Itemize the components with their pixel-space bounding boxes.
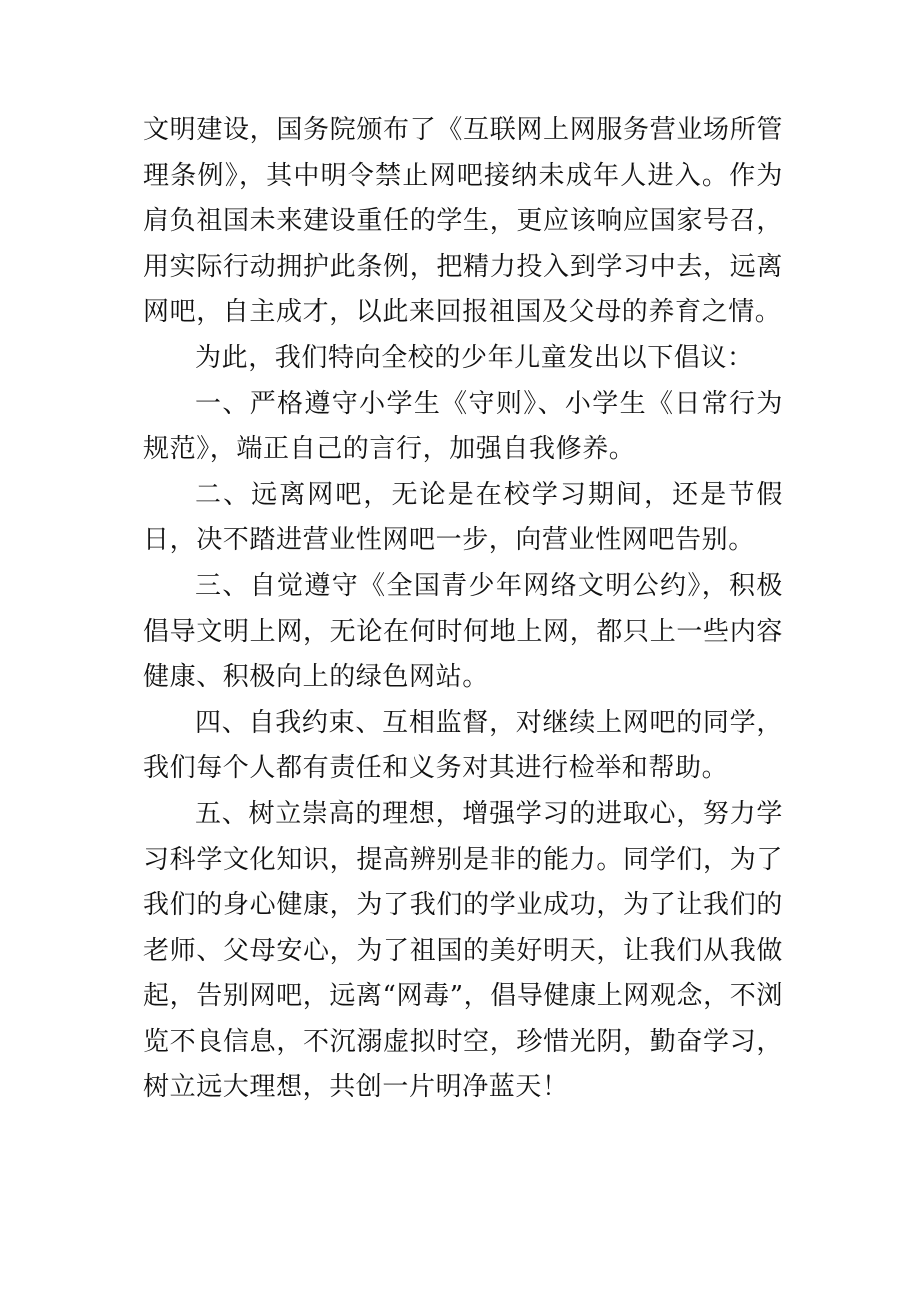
- document-body: [143, 108, 783, 1111]
- paragraph-item-4: 四、自我约束、互相监督，对继续上网吧的同学，我们每个人都有责任和义务对其进行检举和帮助。: [143, 707, 783, 784]
- paragraph-item-5: 五、树立崇高的理想，增强学习的进取心，努力学习科学文化知识，提高辨别是非的能力。同学们，为了我们的身心健康，为了我们的学业成功，为了让我们的老师、父母安心，为了祖国的美好明天，让我们从我做起，告别网吧，远离“网毒”，倡导健康上网观念，不浏览不良信息，不沉溺虚拟时空，珍惜光阴，勤奋学习，树立远大理想，共创一片明净蓝天！: [143, 798, 783, 1103]
- paragraph-item-1: 一、严格遵守小学生《守则》、小学生《日常行为规范》，端正自己的言行，加强自我修养。: [143, 388, 783, 465]
- paragraph-item-2: 二、远离网吧，无论是在校学习期间，还是节假日，决不踏进营业性网吧一步，向营业性网吧告别。: [143, 479, 783, 556]
- paragraph-continuation: 文明建设，国务院颁布了《互联网上网服务营业场所管理条例》，其中明令禁止网吧接纳未成年人进入。作为肩负祖国未来建设重任的学生，更应该响应国家号召，用实际行动拥护此条例，把精力投入到学习中去，远离网吧，自主成才，以此来回报祖国及父母的养育之情。: [143, 115, 783, 328]
- paragraph-item-3: 三、自觉遵守《全国青少年网络文明公约》，积极倡导文明上网，无论在何时何地上网，都只上一些内容健康、积极向上的绿色网站。: [143, 570, 783, 693]
- paragraph-proposal-intro: 为此，我们特向全校的少年儿童发出以下倡议：: [195, 342, 754, 373]
